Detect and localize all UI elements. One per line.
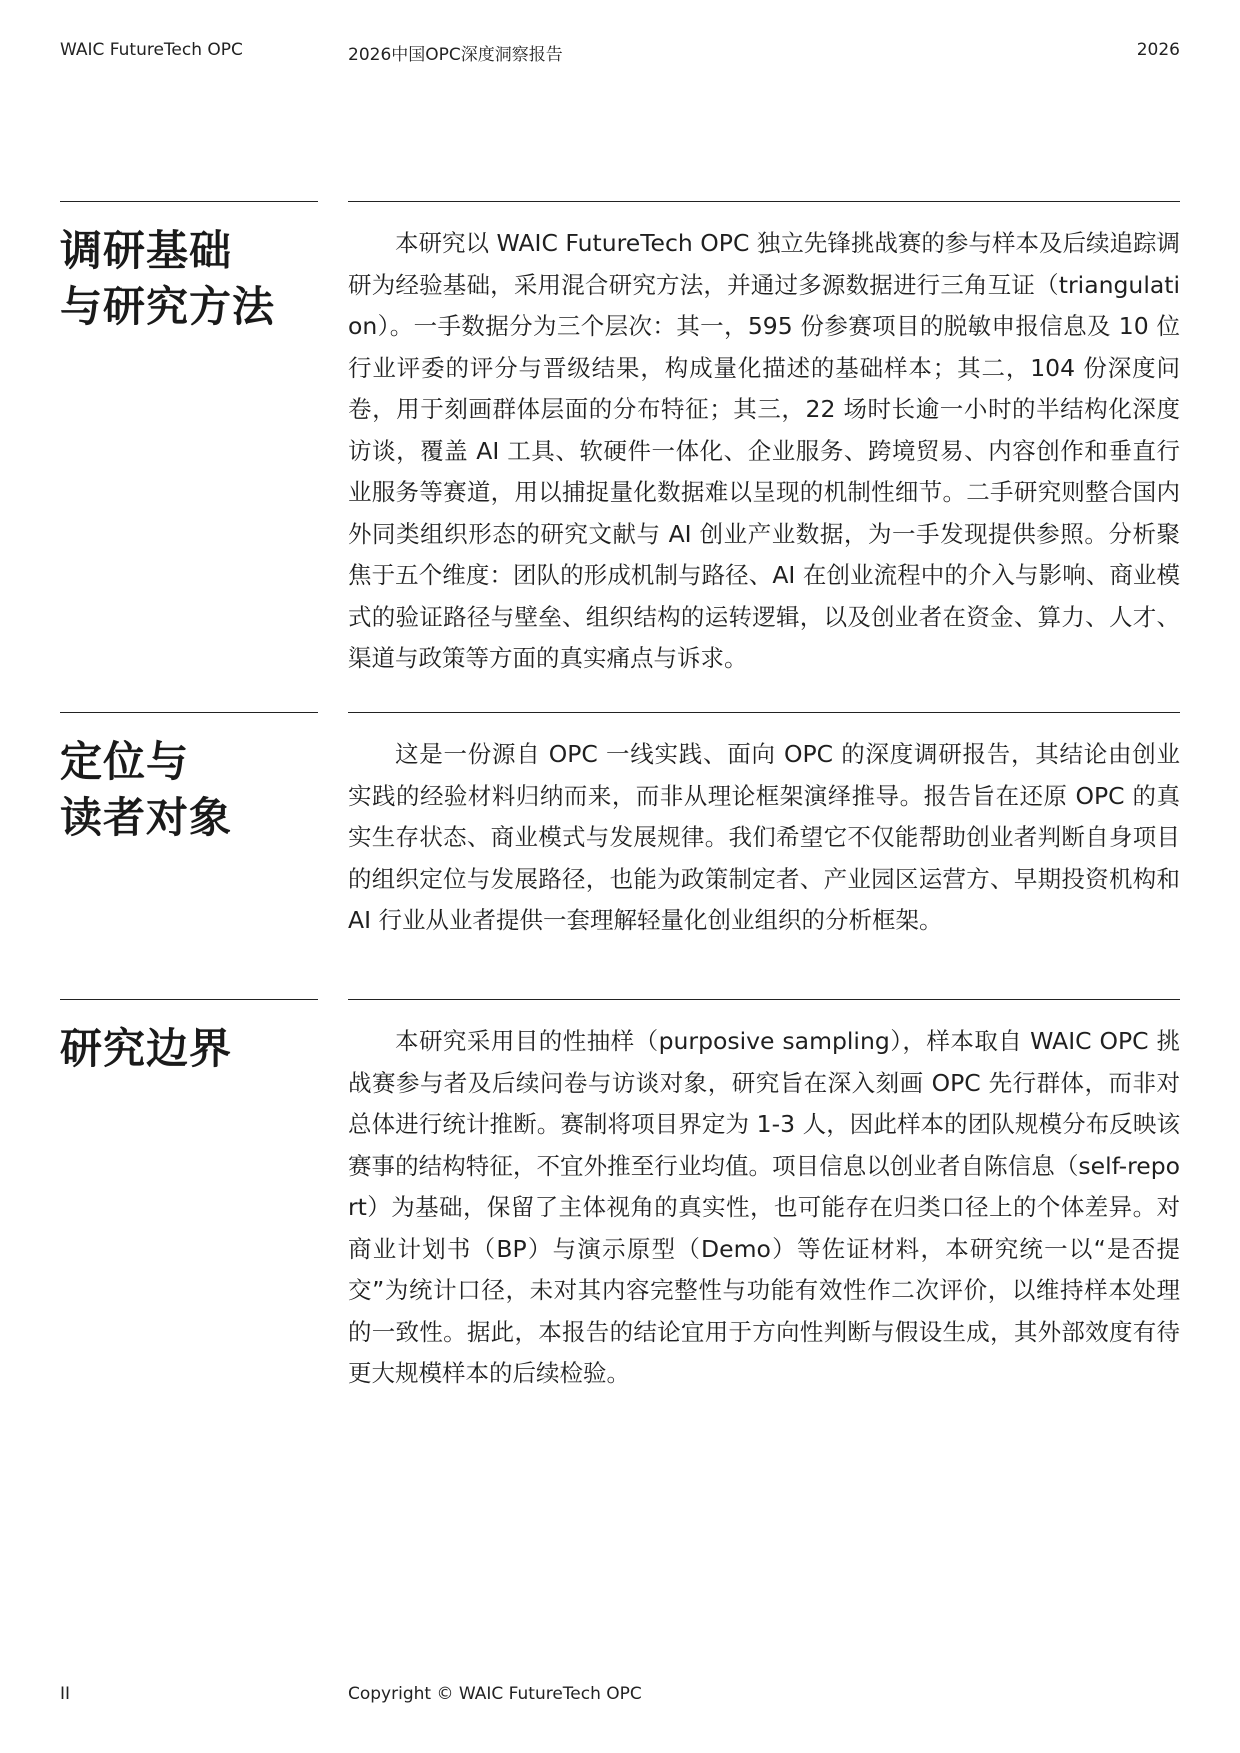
section-title: [60, 734, 318, 846]
section-title-line: 调研基础: [60, 226, 233, 275]
section-body: 本研究以 WAIC FutureTech OPC 独立先锋挑战赛的参与样本及后续追踪调研为经验基础，采用混合研究方法，并通过多源数据进行三角互证（triangulation）。一手数据分为三个层次：其一，595 份参赛项目的脱敏申报信息及 10 位行业评委的评分与晋级结果，构成量化描述的基础样本；其二，104 份深度问卷，用于刻画群体层面的分布特征；其三，22 场时长逾一小时的半结构化深度访谈，覆盖 AI 工具、软硬件一体化、企业服务、跨境贸易、内容创作和垂直行业服务等赛道，用以捕捉量化数据难以呈现的机制性细节。二手研究则整合国内外同类组织形态的研究文献与 AI 创业产业数据，为一手发现提供参照。分析聚焦于五个维度：团队的形成机制与路径、AI 在创业流程中的介入与影响、商业模式的验证路径与壁垒、组织结构的运转逻辑，以及创业者在资金、算力、人才、渠道与政策等方面的真实痛点与诉求。: [348, 229, 1180, 672]
section-body: 这是一份源自 OPC 一线实践、面向 OPC 的深度调研报告，其结论由创业实践的经验材料归纳而来，而非从理论框架演绎推导。报告旨在还原 OPC 的真实生存状态、商业模式与发展规律。我们希望它不仅能帮助创业者判断自身项目的组织定位与发展路径，也能为政策制定者、产业园区运营方、早期投资机构和 AI 行业从业者提供一套理解轻量化创业组织的分析框架。: [348, 740, 1180, 934]
header-report-title: 2026中国OPC深度洞察报告: [348, 45, 563, 65]
section-divider-left: [60, 999, 318, 1000]
section-title-line: 定位与: [60, 737, 190, 786]
running-footer: [60, 1684, 1180, 1708]
section-body: 本研究采用目的性抽样（purposive sampling），样本取自 WAIC OPC 挑战赛参与者及后续问卷与访谈对象，研究旨在深入刻画 OPC 先行群体，而非对总体进行统计推断。赛制将项目界定为 1-3 人，因此样本的团队规模分布反映该赛事的结构特征，不宜外推至行业均值。项目信息以创业者自陈信息（self-report）为基础，保留了主体视角的真实性，也可能存在归类口径上的个体差异。对商业计划书（BP）与演示原型（Demo）等佐证材料，本研究统一以“是否提交”为统计口径，未对其内容完整性与功能有效性作二次评价，以维持样本处理的一致性。据此，本报告的结论宜用于方向性判断与假设生成，其外部效度有待更大规模样本的后续检验。: [348, 1027, 1180, 1387]
section-divider-left: [60, 712, 318, 713]
page-number: II: [60, 1684, 71, 1704]
section-title: [60, 223, 318, 335]
section-title-line: 读者对象: [60, 793, 233, 842]
section-title: [60, 1021, 318, 1077]
section-title-line: 与研究方法: [60, 282, 276, 331]
section-divider-right: [348, 999, 1180, 1000]
section-divider-right: [348, 712, 1180, 713]
header-org-name: WAIC FutureTech OPC: [60, 40, 243, 60]
copyright-notice: Copyright © WAIC FutureTech OPC: [348, 1684, 642, 1704]
section-divider-right: [348, 201, 1180, 202]
running-header: [60, 40, 1180, 64]
section-title-line: 研究边界: [60, 1024, 233, 1073]
section-divider-left: [60, 201, 318, 202]
header-year: 2026: [1136, 40, 1180, 60]
